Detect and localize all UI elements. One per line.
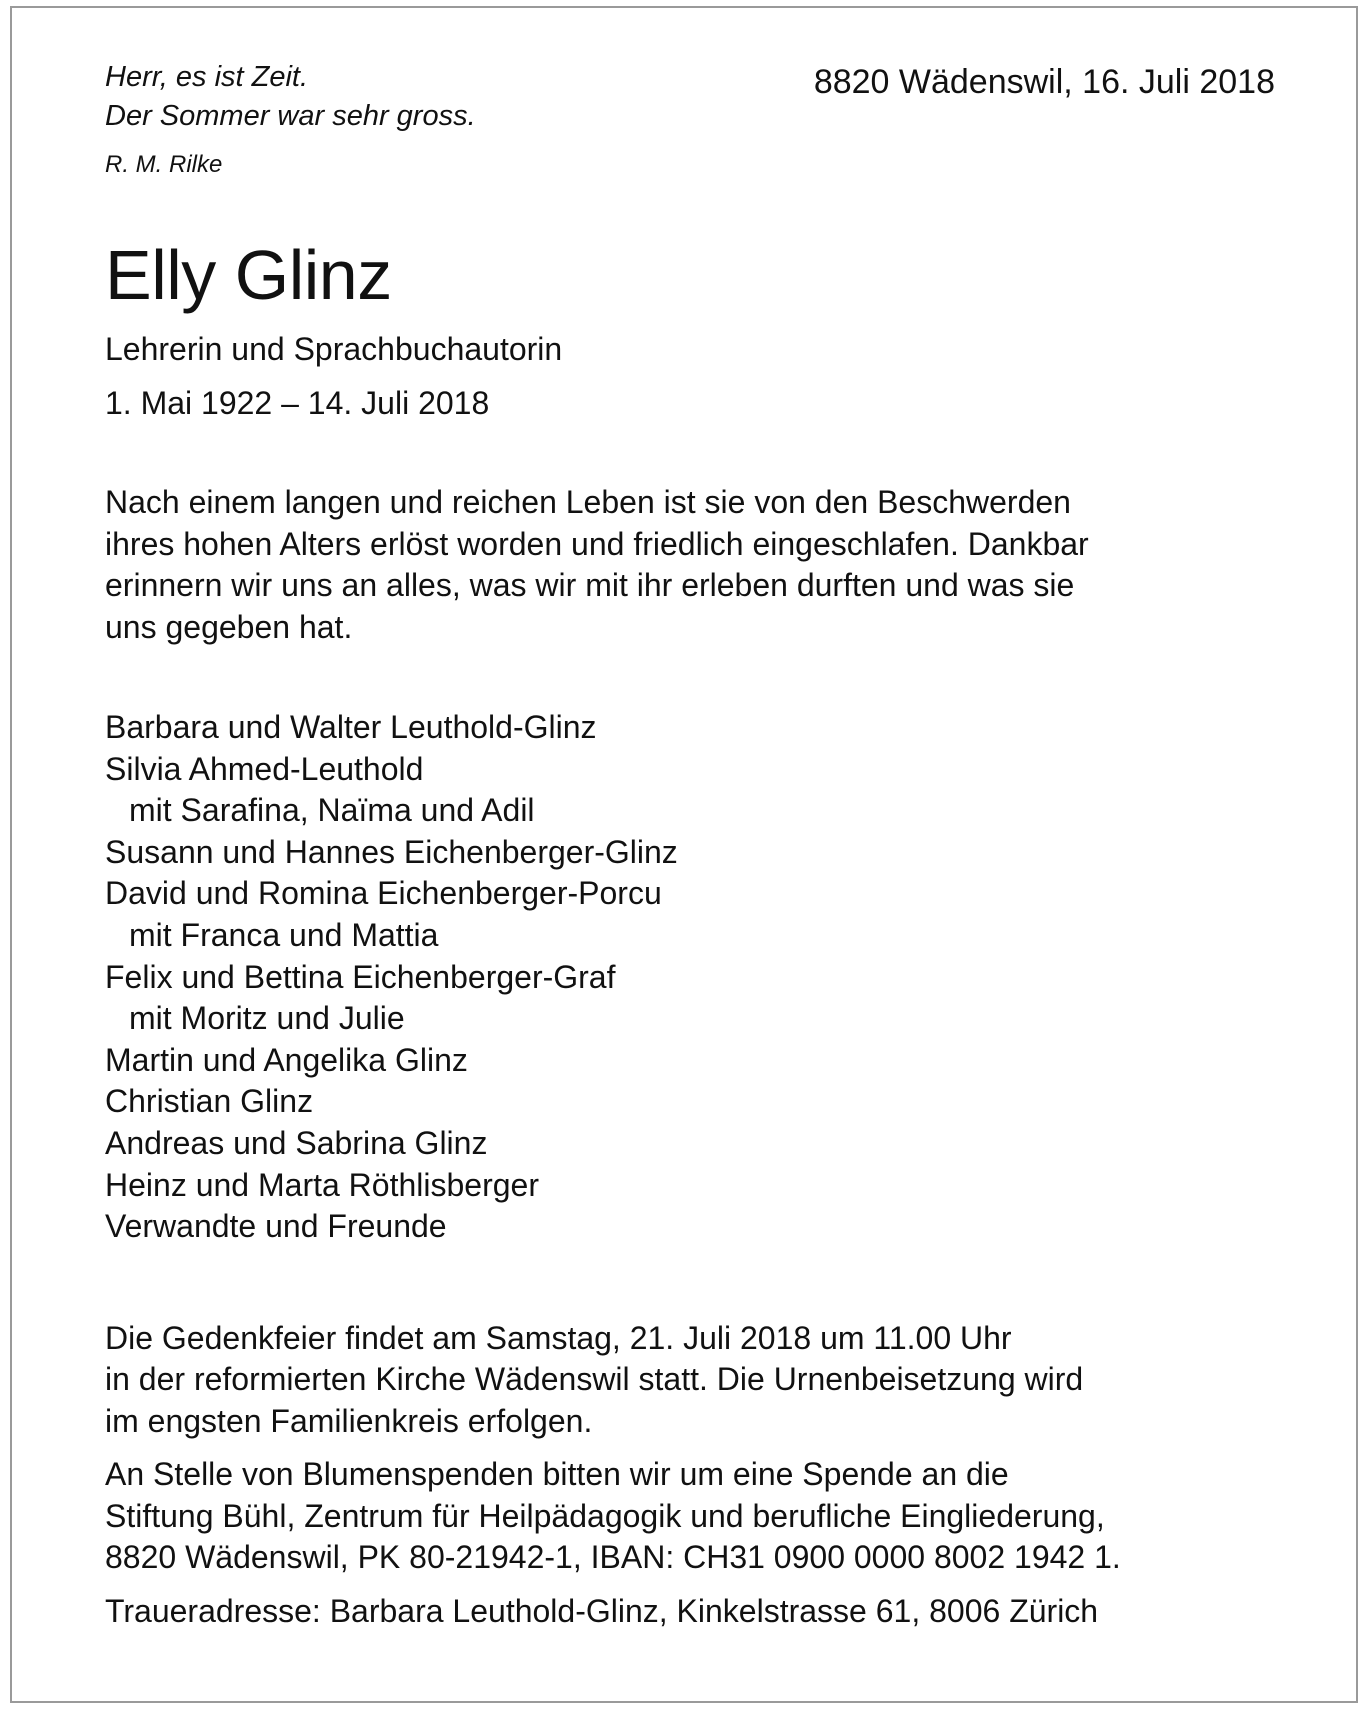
paragraph-line: uns gegeben hat.: [105, 608, 353, 645]
paragraph-line: im engsten Familienkreis erfolgen.: [105, 1402, 593, 1439]
deceased-name: Elly Glinz: [105, 236, 392, 314]
mourner-entry: Andreas und Sabrina Glinz: [105, 1124, 488, 1161]
motto-line: Herr, es ist Zeit.: [105, 61, 309, 93]
paragraph-line: An Stelle von Blumenspenden bitten wir um eine Spende an die: [105, 1456, 1009, 1493]
paragraph-line: erinnern wir uns an alles, was wir mit ihr erleben durften und was sie: [105, 567, 1075, 603]
paragraph-line: in der reformierten Kirche Wädenswil statt. Die Urnenbeisetzung wird: [105, 1361, 1084, 1398]
paragraph-line: Nach einem langen und reichen Leben ist sie von den Beschwerden: [105, 484, 1071, 520]
mourner-entry: Verwandte und Freunde: [105, 1208, 447, 1245]
deceased-lifespan: 1. Mai 1922 – 14. Juli 2018: [105, 385, 490, 421]
mourner-entry: Christian Glinz: [105, 1083, 314, 1120]
paragraph-line: ihres hohen Alters erlöst worden und friedlich eingeschlafen. Dankbar: [105, 525, 1089, 562]
paragraph-line: Die Gedenkfeier findet am Samstag, 21. Juli 2018 um 11.00 Uhr: [105, 1319, 1012, 1356]
mourner-entry: Susann und Hannes Eichenberger-Glinz: [105, 833, 678, 870]
deceased-profession: Lehrerin und Sprachbuchautorin: [105, 331, 563, 367]
donation-paragraph: [105, 1454, 1275, 1579]
mourner-entry: Barbara und Walter Leuthold-Glinz: [105, 709, 597, 745]
mourner-entry: David und Romina Eichenberger-Porcu: [105, 875, 662, 912]
ceremony-paragraph: [105, 1318, 1275, 1443]
place-date: 8820 Wädenswil, 16. Juli 2018: [813, 63, 1275, 101]
mourner-entry: Martin und Angelika Glinz: [105, 1041, 468, 1078]
mourners-list: [105, 707, 1275, 1248]
paragraph-line: Stiftung Bühl, Zentrum für Heilpädagogik und berufliche Eingliederung,: [105, 1497, 1105, 1534]
obituary-notice: [105, 58, 1275, 1632]
motto-line: Der Sommer war sehr gross.: [105, 100, 476, 132]
mourner-entry: Silvia Ahmed-Leuthold: [105, 750, 424, 787]
mourner-children: mit Sarafina, Naïma und Adil: [129, 792, 535, 829]
mourner-entry: Felix und Bettina Eichenberger-Graf: [105, 958, 616, 995]
mourner-children: mit Franca und Mattia: [129, 916, 439, 953]
paragraph-line: 8820 Wädenswil, PK 80-21942-1, IBAN: CH31 0900 0000 8002 1942 1.: [105, 1539, 1121, 1576]
motto-author: R. M. Rilke: [105, 151, 223, 178]
mourner-entry: Heinz und Marta Röthlisberger: [105, 1166, 539, 1203]
mourner-children: mit Moritz und Julie: [129, 1000, 405, 1037]
mourning-address: [105, 1591, 1275, 1633]
paragraph-line: Traueradresse: Barbara Leuthold-Glinz, Kinkelstrasse 61, 8006 Zürich: [105, 1592, 1099, 1629]
intro-paragraph: [105, 482, 1275, 648]
